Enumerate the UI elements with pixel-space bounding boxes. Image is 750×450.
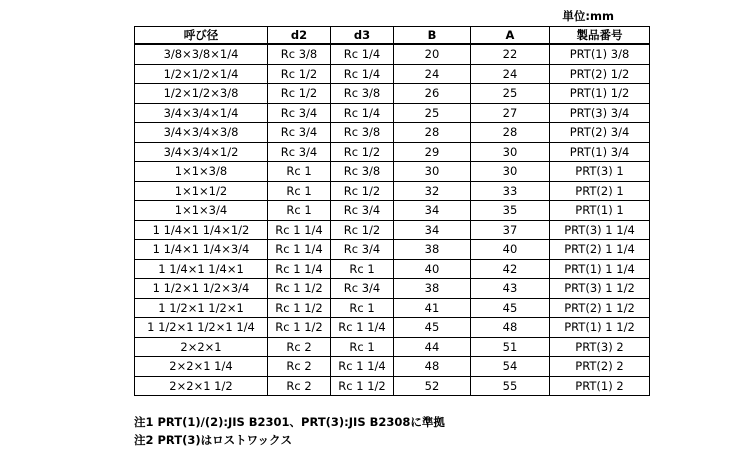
cell-product-number: PRT(2) 1 1/2 [550, 298, 650, 318]
cell-d3: Rc 1/2 [331, 181, 394, 201]
cell-d3: Rc 1/4 [331, 44, 394, 64]
cell-b: 29 [394, 142, 471, 162]
cell-product-number: PRT(2) 3/4 [550, 123, 650, 143]
cell-b: 30 [394, 162, 471, 182]
cell-d2: Rc 1 1/4 [268, 259, 331, 279]
cell-nominal-size: 1/2×1/2×1/4 [135, 64, 268, 84]
cell-nominal-size: 1 1/2×1 1/2×1 1/4 [135, 318, 268, 338]
cell-b: 24 [394, 64, 471, 84]
cell-product-number: PRT(1) 1 [550, 201, 650, 221]
spec-table [134, 26, 650, 396]
header-d3: d3 [331, 27, 394, 45]
cell-d3: Rc 1/2 [331, 142, 394, 162]
table-row [135, 181, 650, 201]
cell-d3: Rc 3/8 [331, 84, 394, 104]
cell-product-number: PRT(1) 2 [550, 376, 650, 396]
cell-a: 30 [471, 142, 550, 162]
cell-a: 35 [471, 201, 550, 221]
cell-a: 33 [471, 181, 550, 201]
cell-a: 22 [471, 44, 550, 64]
cell-d3: Rc 1 1/4 [331, 357, 394, 377]
unit-label: 単位:mm [562, 9, 614, 23]
cell-a: 55 [471, 376, 550, 396]
cell-d2: Rc 1 1/4 [268, 240, 331, 260]
cell-b: 25 [394, 103, 471, 123]
table-row [135, 376, 650, 396]
table-row [135, 103, 650, 123]
cell-d2: Rc 1 1/2 [268, 279, 331, 299]
cell-nominal-size: 1 1/4×1 1/4×1 [135, 259, 268, 279]
cell-d2: Rc 2 [268, 357, 331, 377]
cell-a: 24 [471, 64, 550, 84]
cell-a: 37 [471, 220, 550, 240]
cell-product-number: PRT(1) 3/8 [550, 44, 650, 64]
table-row [135, 337, 650, 357]
cell-product-number: PRT(3) 1 1/2 [550, 279, 650, 299]
cell-b: 28 [394, 123, 471, 143]
cell-a: 28 [471, 123, 550, 143]
cell-b: 48 [394, 357, 471, 377]
cell-d3: Rc 1 [331, 259, 394, 279]
cell-product-number: PRT(1) 3/4 [550, 142, 650, 162]
cell-b: 34 [394, 220, 471, 240]
header-b: B [394, 27, 471, 45]
cell-d2: Rc 3/4 [268, 103, 331, 123]
cell-d2: Rc 3/4 [268, 123, 331, 143]
cell-nominal-size: 3/4×3/4×3/8 [135, 123, 268, 143]
cell-nominal-size: 1/2×1/2×3/8 [135, 84, 268, 104]
cell-d2: Rc 1 [268, 162, 331, 182]
cell-d3: Rc 1/2 [331, 220, 394, 240]
cell-d2: Rc 3/4 [268, 142, 331, 162]
cell-d3: Rc 1 1/4 [331, 318, 394, 338]
cell-nominal-size: 3/4×3/4×1/2 [135, 142, 268, 162]
cell-d3: Rc 3/8 [331, 123, 394, 143]
header-nominal-size: 呼び径 [135, 27, 268, 45]
cell-b: 45 [394, 318, 471, 338]
table-row [135, 259, 650, 279]
cell-b: 52 [394, 376, 471, 396]
table-row [135, 142, 650, 162]
cell-product-number: PRT(1) 1 1/4 [550, 259, 650, 279]
cell-b: 38 [394, 240, 471, 260]
table-row [135, 279, 650, 299]
cell-a: 25 [471, 84, 550, 104]
cell-product-number: PRT(3) 3/4 [550, 103, 650, 123]
cell-product-number: PRT(3) 2 [550, 337, 650, 357]
cell-nominal-size: 1×1×1/2 [135, 181, 268, 201]
cell-d3: Rc 1/4 [331, 64, 394, 84]
table-row [135, 44, 650, 64]
cell-a: 42 [471, 259, 550, 279]
cell-nominal-size: 1×1×3/8 [135, 162, 268, 182]
cell-b: 41 [394, 298, 471, 318]
cell-product-number: PRT(3) 1 1/4 [550, 220, 650, 240]
cell-d3: Rc 1 [331, 298, 394, 318]
table-row [135, 240, 650, 260]
table-row [135, 201, 650, 221]
cell-d2: Rc 1 1/2 [268, 318, 331, 338]
cell-product-number: PRT(2) 1 1/4 [550, 240, 650, 260]
table-row [135, 123, 650, 143]
cell-d3: Rc 3/8 [331, 162, 394, 182]
cell-b: 38 [394, 279, 471, 299]
cell-a: 48 [471, 318, 550, 338]
cell-product-number: PRT(1) 1 1/2 [550, 318, 650, 338]
cell-d3: Rc 1/4 [331, 103, 394, 123]
cell-nominal-size: 1 1/4×1 1/4×1/2 [135, 220, 268, 240]
table-row [135, 220, 650, 240]
cell-d2: Rc 2 [268, 337, 331, 357]
cell-a: 54 [471, 357, 550, 377]
cell-product-number: PRT(3) 1 [550, 162, 650, 182]
cell-nominal-size: 1 1/4×1 1/4×3/4 [135, 240, 268, 260]
cell-d3: Rc 3/4 [331, 201, 394, 221]
cell-d2: Rc 1 [268, 181, 331, 201]
table-row [135, 162, 650, 182]
table-row [135, 318, 650, 338]
cell-b: 32 [394, 181, 471, 201]
cell-product-number: PRT(1) 1/2 [550, 84, 650, 104]
cell-a: 30 [471, 162, 550, 182]
header-a: A [471, 27, 550, 45]
note-2: 注2 PRT(3)はロストワックス [134, 433, 292, 447]
cell-nominal-size: 3/4×3/4×1/4 [135, 103, 268, 123]
table-row [135, 357, 650, 377]
cell-product-number: PRT(2) 1 [550, 181, 650, 201]
cell-d2: Rc 1/2 [268, 84, 331, 104]
cell-nominal-size: 3/8×3/8×1/4 [135, 44, 268, 64]
cell-b: 34 [394, 201, 471, 221]
cell-d2: Rc 2 [268, 376, 331, 396]
cell-nominal-size: 2×2×1 1/4 [135, 357, 268, 377]
header-d2: d2 [268, 27, 331, 45]
note-1: 注1 PRT(1)/(2):JIS B2301、PRT(3):JIS B2308に準拠 [134, 415, 445, 429]
header-product-number: 製品番号 [550, 27, 650, 45]
cell-d2: Rc 3/8 [268, 44, 331, 64]
cell-a: 40 [471, 240, 550, 260]
table-row [135, 298, 650, 318]
cell-nominal-size: 1×1×3/4 [135, 201, 268, 221]
cell-d3: Rc 3/4 [331, 279, 394, 299]
cell-a: 27 [471, 103, 550, 123]
cell-nominal-size: 1 1/2×1 1/2×1 [135, 298, 268, 318]
cell-b: 44 [394, 337, 471, 357]
cell-d3: Rc 3/4 [331, 240, 394, 260]
table-row [135, 84, 650, 104]
cell-a: 45 [471, 298, 550, 318]
table-body [135, 44, 650, 396]
cell-b: 20 [394, 44, 471, 64]
cell-d3: Rc 1 [331, 337, 394, 357]
cell-d2: Rc 1 [268, 201, 331, 221]
cell-d2: Rc 1 1/2 [268, 298, 331, 318]
cell-product-number: PRT(2) 2 [550, 357, 650, 377]
table-row [135, 64, 650, 84]
cell-a: 51 [471, 337, 550, 357]
cell-nominal-size: 1 1/2×1 1/2×3/4 [135, 279, 268, 299]
table-header-row [135, 27, 650, 45]
cell-nominal-size: 2×2×1 [135, 337, 268, 357]
cell-b: 40 [394, 259, 471, 279]
cell-nominal-size: 2×2×1 1/2 [135, 376, 268, 396]
cell-d2: Rc 1 1/4 [268, 220, 331, 240]
cell-b: 26 [394, 84, 471, 104]
cell-product-number: PRT(2) 1/2 [550, 64, 650, 84]
cell-a: 43 [471, 279, 550, 299]
cell-d3: Rc 1 1/2 [331, 376, 394, 396]
cell-d2: Rc 1/2 [268, 64, 331, 84]
